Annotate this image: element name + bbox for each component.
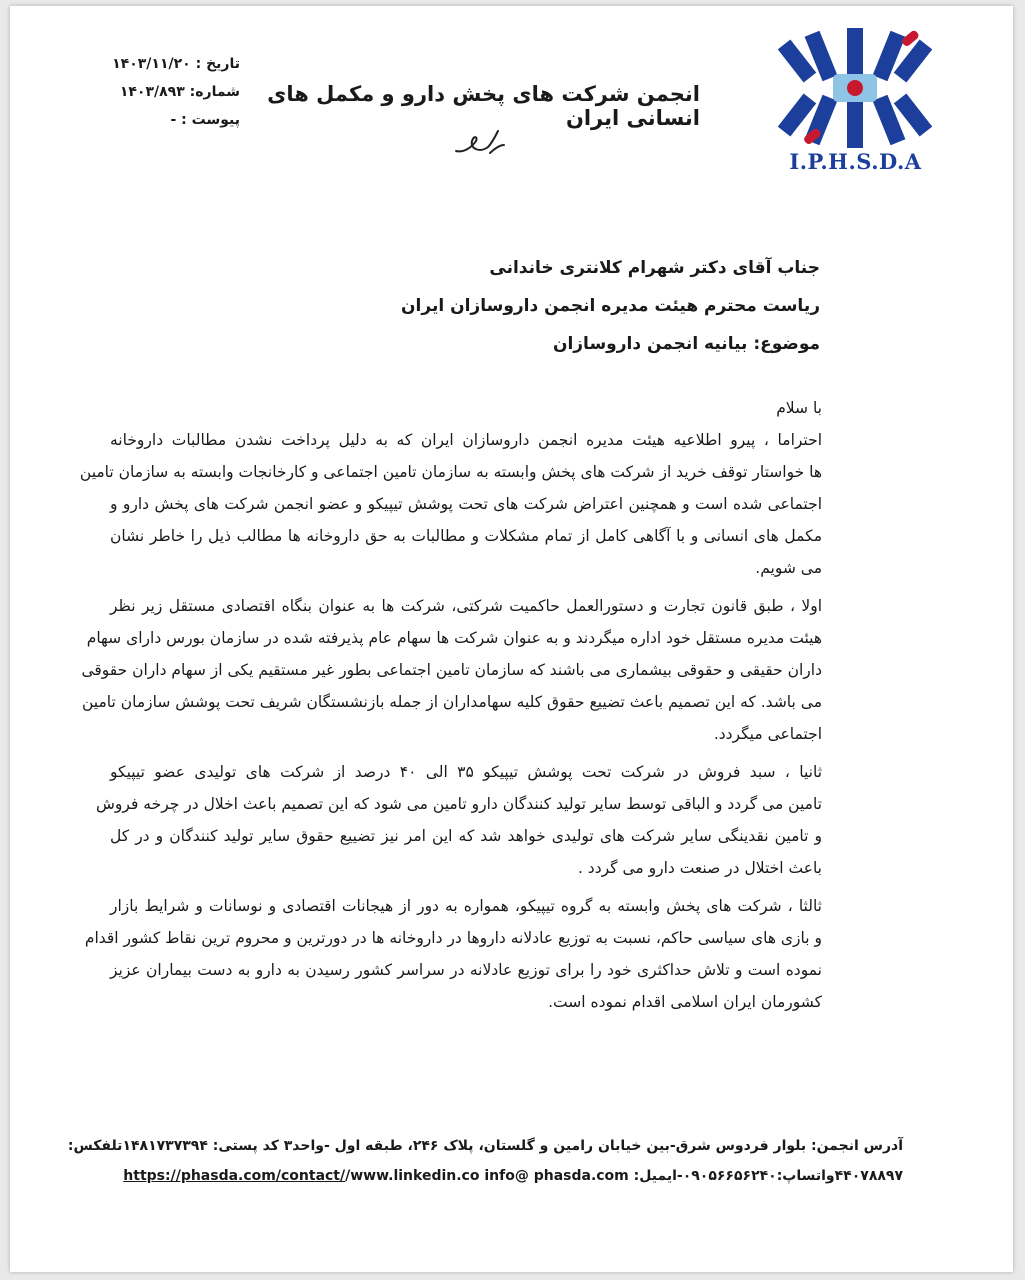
organization-title: انجمن شرکت های پخش دارو و مکمل های انسانی ایران [267,82,700,130]
paragraph-line: اولا ، طبق قانون تجارت و دستورالعمل حاکمیت شرکتی، شرکت ها به عنوان بنگاه اقتصادی مستقل زیر نظر [110,597,822,615]
paragraph-2 [81,590,822,750]
letter-date: تاریخ : ۱۴۰۳/۱۱/۲۰ [112,56,240,72]
recipient-position: ریاست محترم هیئت مدیره انجمن داروسازان ایران [401,296,820,316]
paragraph-line: کشورمان ایران اسلامی اقدام نموده است. [548,993,822,1011]
footer-address: آدرس انجمن: بلوار فردوس شرق-بین خیابان رامین و گلستان، پلاک ۲۴۶، طبقه اول -واحد۳ کد پستی: ۱۴۸۱۷۳۷۳۹۴تلفکس: [67,1138,903,1154]
footer-social-email[interactable]: /www.linkedin.co info@ phasda.com [345,1168,629,1184]
paragraph-line: ثالثا ، شرکت های پخش وابسته به گروه تیپیکو، همواره به دور از هیجانات اقتصادی و نوسانات و شرایط بازار [110,897,822,915]
paragraph-4 [84,890,822,1018]
greeting: با سلام [776,399,822,417]
paragraph-line: تامین می گردد و الباقی توسط سایر تولید کنندگان دارو تامین می شود که این تصمیم باعث اخلال در چرخه فروش [96,795,822,813]
paragraph-1 [79,424,822,584]
paragraph-line: و بازی های سیاسی حاکم، نسبت به توزیع عادلانه داروها در داروخانه ها در دورترین و محروم ترین نقاط کشور اقدام [84,929,822,947]
paragraph-line: و تامین نقدینگی سایر شرکت های تولیدی خواهد شد که این امر نیز تضییع حقوق سایر تولید کنندگان و در کل [110,827,822,845]
association-logo [783,28,928,178]
paragraph-line: اجتماعی شده است و همچنین اعتراض شرکت های تحت پوشش تیپیکو و عضو انجمن شرکت های پخش دارو و [110,495,822,513]
letter-attachment: پیوست : - [170,112,240,128]
logo-emblem-icon [783,28,928,148]
paragraph-line: احتراما ، پیرو اطلاعیه هیئت مدیره انجمن داروسازان ایران که به دلیل پرداخت نشدن مطالبات داروخانه [110,431,822,449]
letter-meta [80,50,240,134]
paragraph-line: داران حقیقی و حقوقی بیشماری می باشند که سازمان تامین اجتماعی بطور غیر مستقیم یکی از سهام داران حقوقی [81,661,822,679]
paragraph-line: هیئت مدیره مستقل خود اداره میگردند و به عنوان شرکت ها سهام عام پذیرفته شده در سازمان بورس دارای سهام [86,629,822,647]
paragraph-line: مکمل های انسانی و با آگاهی کامل از تمام مشکلات و مطالبات به حق داروخانه ها مطالب ذیل را خاطر نشان [110,527,822,545]
paragraph-line: می باشد. که این تصمیم باعث تضییع حقوق کلیه سهامداران از جمله بازنشستگان شریف تحت پوشش سازمان تامین [81,693,822,711]
letter-footer [67,1131,903,1191]
paragraph-line: ثانیا ، سبد فروش در شرکت تحت پوشش تیپیکو ۳۵ الی ۴۰ درصد از شرکت های تولیدی عضو تیپیکو [110,763,823,781]
footer-contact-phones: ۴۴۰۷۸۸۹۷واتساپ:۰۹۰۵۶۶۵۶۲۴۰-ایمیل: [633,1168,903,1184]
letter-number: شماره: ۱۴۰۳/۸۹۳ [119,84,240,100]
letter-body [79,392,823,1018]
paragraph-line: می شویم. [755,559,822,577]
signature-mark-icon [450,123,510,163]
paragraph-line: اجتماعی میگردد. [713,725,822,743]
letter-page [10,6,1013,1272]
footer-contact-links [123,1168,628,1184]
recipient-block [310,251,820,365]
contact-page-link[interactable]: https://phasda.com/contact/ [123,1168,346,1184]
paragraph-3 [96,756,823,884]
recipient-name: جناب آقای دکتر شهرام کلانتری خاندانی [489,258,820,278]
paragraph-line: نموده است و تلاش حداکثری خود را برای توزیع عادلانه در سراسر کشور رسیدن به دارو به دست بیماران عزیز [110,961,822,979]
paragraph-line: باعث اختلال در صنعت دارو می گردد . [577,859,822,877]
letter-subject: موضوع: بیانیه انجمن داروسازان [552,334,820,354]
logo-text: I.P.H.S.D.A [789,149,922,174]
paragraph-line: ها خواستار توقف خرید از شرکت های پخش وابسته به سازمان تامین اجتماعی و کارخانجات وابسته به سازمان تامین [79,463,822,481]
footer-contact [123,1161,903,1191]
